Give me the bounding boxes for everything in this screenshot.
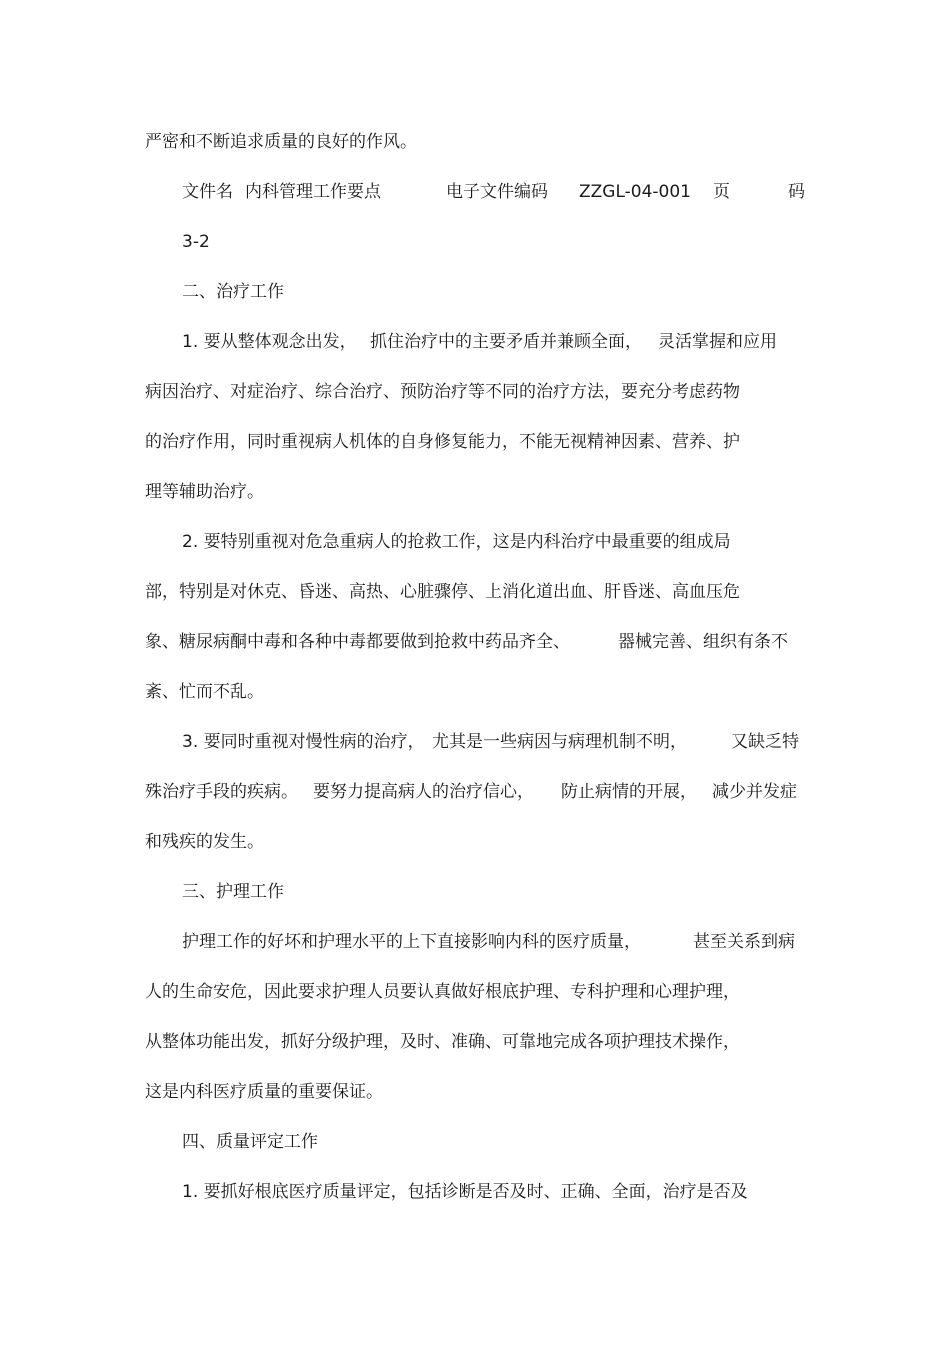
paragraph-line-segment: 减少并发症 bbox=[712, 782, 797, 802]
paragraph-line: 3. 要同时重视对慢性病的治疗， bbox=[182, 732, 425, 752]
paragraph-line: 病因治疗、对症治疗、综合治疗、预防治疗等不同的治疗方法，要充分考虑药物 bbox=[145, 382, 740, 402]
section-heading-quality: 四、质量评定工作 bbox=[182, 1132, 318, 1152]
paragraph-line: 人的生命安危，因此要求护理人员要认真做好根底护理、专科护理和心理护理， bbox=[145, 982, 740, 1002]
file-name: 内科管理工作要点 bbox=[245, 182, 381, 202]
page-label-1: 页 bbox=[713, 182, 730, 202]
paragraph-line-segment: 器械完善、组织有条不 bbox=[618, 632, 788, 652]
paragraph-line-segment: 灵活掌握和应用 bbox=[658, 332, 777, 352]
page-number: 3-2 bbox=[182, 232, 210, 252]
paragraph-line-segment: 甚至关系到病 bbox=[693, 932, 795, 952]
intro-tail-line: 严密和不断追求质量的良好的作风。 bbox=[145, 132, 417, 152]
paragraph-line: 理等辅助治疗。 bbox=[145, 482, 264, 502]
paragraph-line: 1. 要抓好根底医疗质量评定，包括诊断是否及时、正确、全面，治疗是否及 bbox=[182, 1182, 748, 1202]
paragraph-line: 的治疗作用，同时重视病人机体的自身修复能力，不能无视精神因素、营养、护 bbox=[145, 432, 740, 452]
paragraph-line: 紊、忙而不乱。 bbox=[145, 682, 264, 702]
paragraph-line: 部，特别是对休克、昏迷、高热、心脏骤停、上消化道出血、肝昏迷、高血压危 bbox=[145, 582, 740, 602]
section-heading-nursing: 三、护理工作 bbox=[182, 882, 284, 902]
paragraph-line-segment: 抓住治疗中的主要矛盾并兼顾全面， bbox=[370, 332, 642, 352]
paragraph-line: 和残疾的发生。 bbox=[145, 832, 264, 852]
paragraph-line-segment: 防止病情的开展， bbox=[561, 782, 697, 802]
paragraph-line: 象、糖尿病酮中毒和各种中毒都要做到抢救中药品齐全、 bbox=[145, 632, 570, 652]
paragraph-line-segment: 要努力提高病人的治疗信心， bbox=[313, 782, 534, 802]
paragraph-line: 护理工作的好坏和护理水平的上下直接影响内科的医疗质量， bbox=[182, 932, 641, 952]
paragraph-line: 1. 要从整体观念出发， bbox=[182, 332, 357, 352]
document-code: ZZGL-04-001 bbox=[579, 182, 691, 202]
paragraph-line: 这是内科医疗质量的重要保证。 bbox=[145, 1082, 383, 1102]
paragraph-line: 2. 要特别重视对危急重病人的抢救工作，这是内科治疗中最重要的组成局 bbox=[182, 532, 731, 552]
paragraph-line-segment: 又缺乏特 bbox=[731, 732, 799, 752]
page-label-2: 码 bbox=[788, 182, 805, 202]
code-label: 电子文件编码 bbox=[446, 182, 548, 202]
file-name-label: 文件名 bbox=[182, 182, 233, 202]
paragraph-line: 从整体功能出发，抓好分级护理，及时、准确、可靠地完成各项护理技术操作， bbox=[145, 1032, 740, 1052]
paragraph-line: 殊治疗手段的疾病。 bbox=[145, 782, 298, 802]
section-heading-treatment: 二、治疗工作 bbox=[182, 282, 284, 302]
paragraph-line-segment: 尤其是一些病因与病理机制不明， bbox=[432, 732, 687, 752]
document-header-row bbox=[0, 181, 950, 203]
